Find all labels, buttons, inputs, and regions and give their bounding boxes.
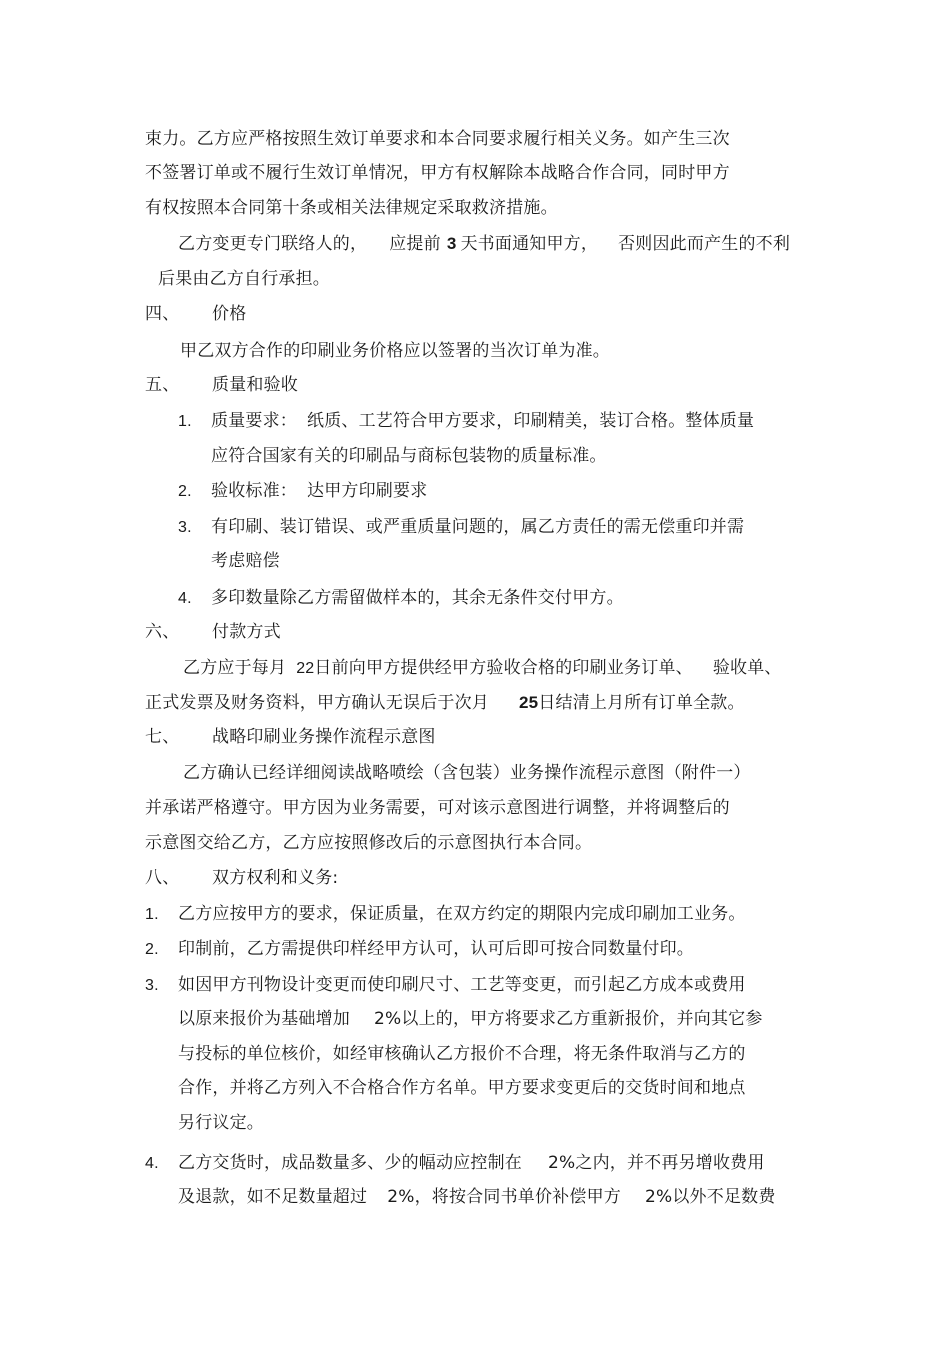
paragraph-line: 不签署订单或不履行生效订单情况，甲方有权解除本战略合作合同，同时甲方 [145,163,730,183]
section-title: 付款方式 [212,622,281,642]
text-segment: 纸质、工艺符合甲方要求，印刷精美，装订合格。整体质量 [307,411,755,431]
section-title: 质量和验收 [212,375,298,395]
text-segment: 质量要求： [211,411,297,431]
list-number: 1. [178,413,192,430]
text-segment: 乙方应于每月 [183,658,287,678]
paragraph-line [145,692,745,714]
list-item-continuation: 考虑赔偿 [211,551,280,571]
text-segment: 22 [296,660,315,677]
paragraph-line: 束力。乙方应严格按照生效订单要求和本合同要求履行相关义务。如产生三次 [145,129,730,149]
list-item: 有印刷、装订错误、或严重质量问题的，属乙方责任的需无偿重印并需 [211,517,745,537]
text-segment: 验收单、 [712,658,782,678]
section-title: 双方权利和义务: [212,868,339,888]
text-segment: 以原来报价为基础增加 [178,1009,350,1029]
text-segment: 正式发票及财务资料，甲方确认无误后于次月 [145,693,489,713]
text-segment: 2%以上的，甲方将要求乙方重新报价，并向其它参 [374,1009,763,1029]
paragraph-line [178,233,790,255]
list-number: 4. [178,590,192,607]
paragraph-line: 乙方确认已经详细阅读战略喷绘（含包装）业务操作流程示意图（附件一） [183,763,751,783]
section-title: 价格 [212,304,247,324]
text-segment: 2%之内，并不再另增收费用 [548,1153,765,1173]
list-item-continuation [178,1008,763,1030]
paragraph-line: 有权按照本合同第十条或相关法律规定采取救济措施。 [145,198,558,218]
list-item: 如因甲方刊物设计变更而使印刷尺寸、工艺等变更，而引起乙方成本或费用 [178,975,746,995]
text-segment: 日结清上月所有订单全款。 [538,693,745,713]
text-segment: 乙方交货时，成品数量多、少的幅动应控制在 [178,1153,522,1173]
text-segment: 2%，将按合同书单价补偿甲方 [387,1187,621,1207]
text-segment: 否则因此而产生的不利 [618,234,791,254]
paragraph-line: 后果由乙方自行承担。 [158,269,330,289]
list-item [211,480,427,502]
list-item-continuation: 应符合国家有关的印刷品与商标包装物的质量标准。 [211,446,607,466]
list-item: 乙方应按甲方的要求，保证质量，在双方约定的期限内完成印刷加工业务。 [178,904,746,924]
list-number: 4. [145,1155,159,1172]
section-number: 五、 [145,375,180,395]
list-number: 3. [178,519,192,536]
paragraph-line: 并承诺严格遵守。甲方因为业务需要，可对该示意图进行调整，并将调整后的 [145,798,730,818]
text-segment: 3 [446,234,457,253]
list-number: 3. [145,977,159,994]
paragraph-line [183,657,782,680]
list-number: 2. [145,941,159,958]
list-item-continuation: 另行议定。 [178,1113,264,1133]
section-number: 四、 [145,304,180,324]
list-number: 2. [178,483,192,500]
text-segment: 应提前 [389,234,441,254]
list-item: 多印数量除乙方需留做样本的，其余无条件交付甲方。 [211,588,624,608]
section-number: 六、 [145,622,180,642]
text-segment: 达甲方印刷要求 [307,481,428,501]
list-item-continuation: 合作，并将乙方列入不合格合作方名单。甲方要求变更后的交货时间和地点 [178,1078,746,1098]
list-item-continuation: 与投标的单位核价，如经审核确认乙方报价不合理，将无条件取消与乙方的 [178,1044,746,1064]
text-segment: 乙方变更专门联络人的， [178,234,368,254]
text-segment: 验收标准： [211,481,297,501]
paragraph-line: 甲乙双方合作的印刷业务价格应以签署的当次订单为准。 [180,341,610,361]
text-segment: 天书面通知甲方， [460,234,599,254]
text-segment: 25 [519,693,539,712]
text-segment: 2%以外不足数费 [644,1187,776,1207]
text-segment: 日前向甲方提供经甲方验收合格的印刷业务订单、 [314,658,693,678]
section-title: 战略印刷业务操作流程示意图 [212,727,436,747]
list-item [211,410,754,432]
list-item-continuation [178,1186,776,1208]
list-item: 印制前，乙方需提供印样经甲方认可，认可后即可按合同数量付印。 [178,939,694,959]
list-item [178,1152,765,1174]
list-number: 1. [145,906,159,923]
text-segment: 及退款，如不足数量超过 [178,1187,368,1207]
section-number: 八、 [145,868,180,888]
paragraph-line: 示意图交给乙方，乙方应按照修改后的示意图执行本合同。 [145,833,593,853]
section-number: 七、 [145,727,180,747]
